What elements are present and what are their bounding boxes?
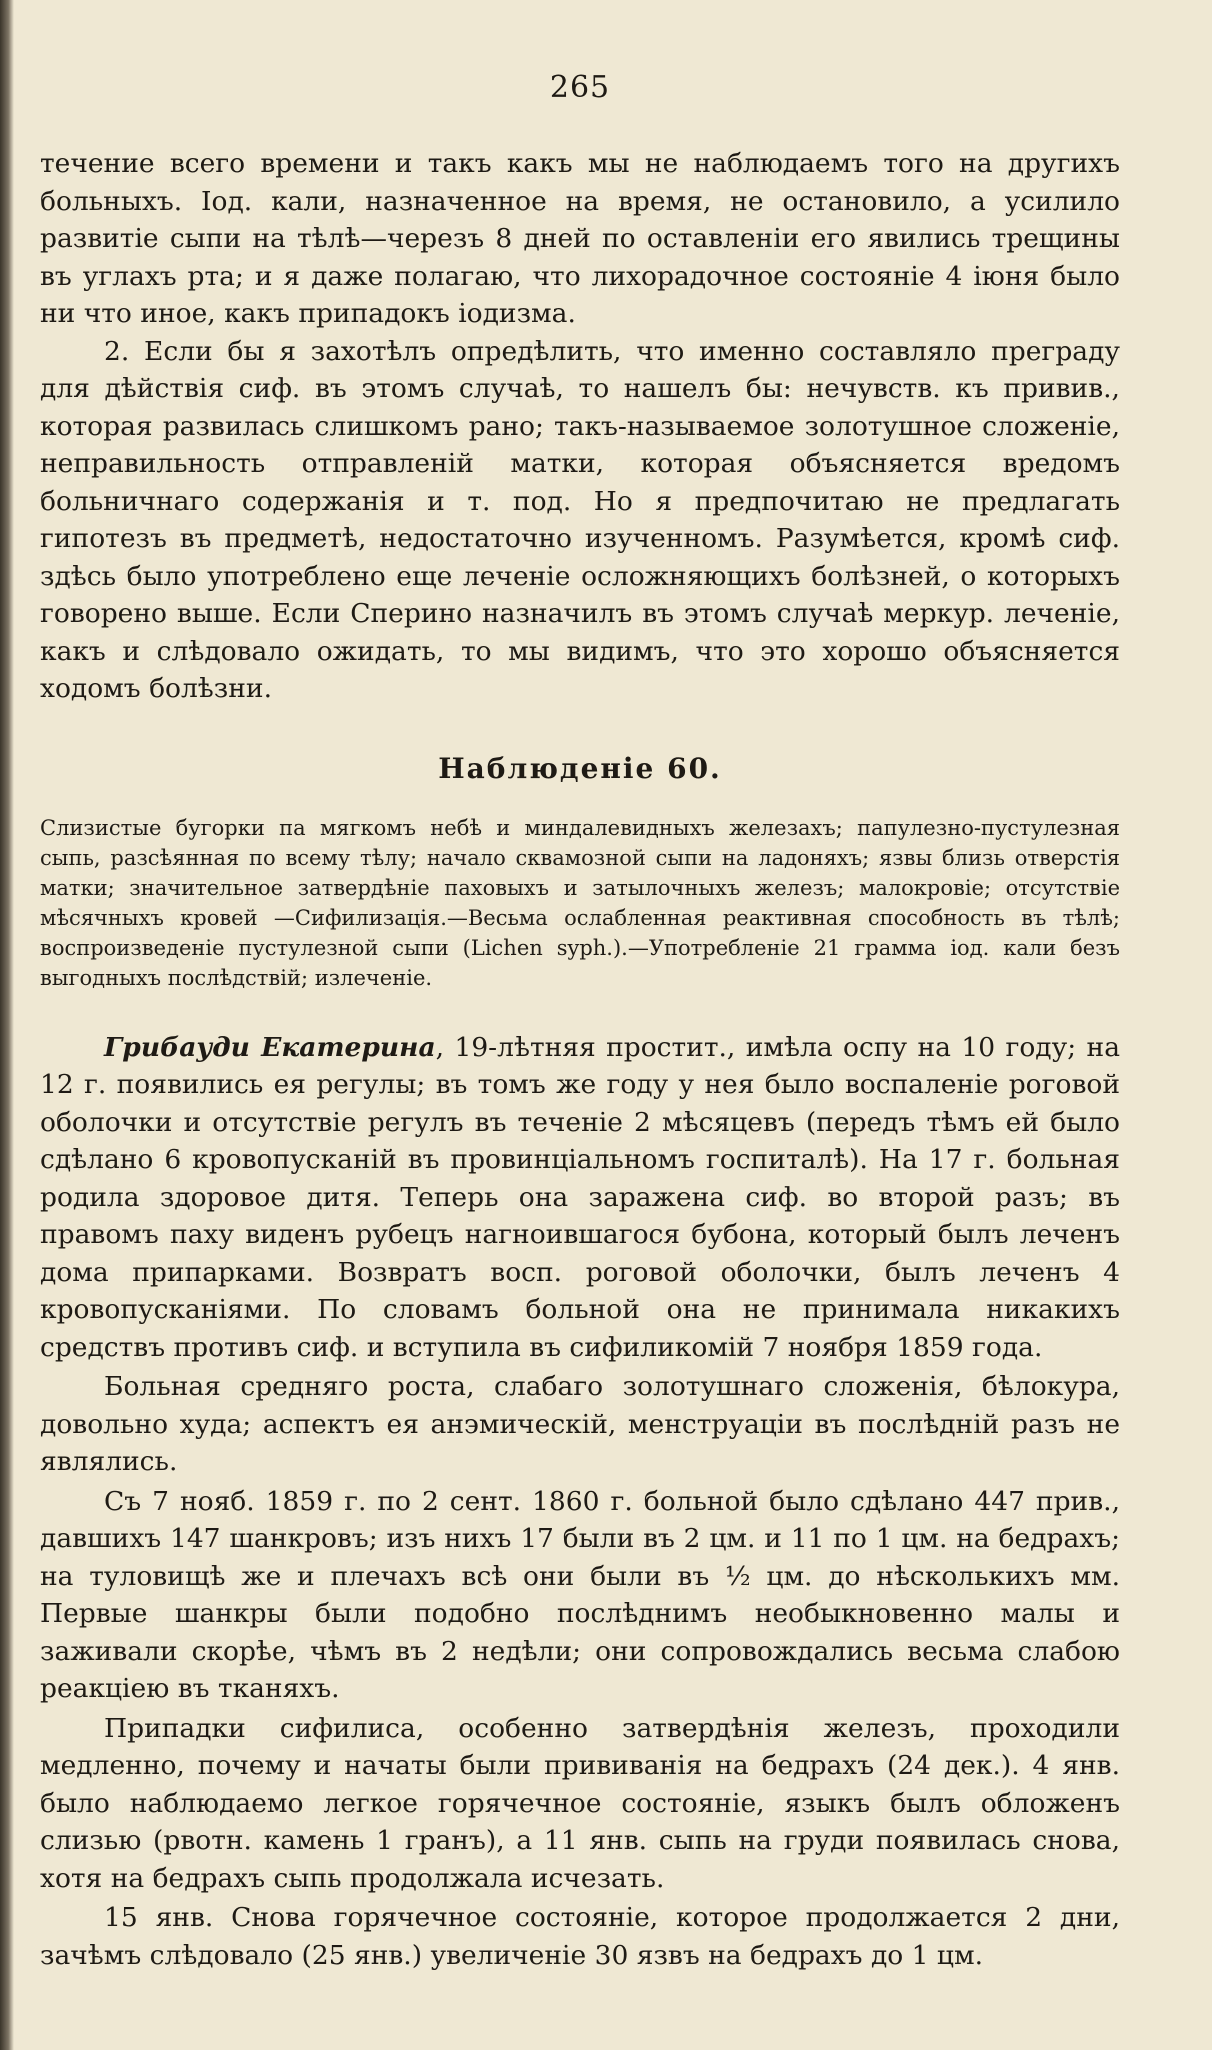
book-page xyxy=(40,70,1120,1974)
paragraph: 2. Если бы я захотѣлъ опредѣлить, что именно составляло преграду для дѣйствія сиф. въ этомъ случаѣ, то нашелъ бы: нечувств. къ привив., которая развилась слишкомъ рано; такъ-называемое золотушное сложеніе, неправильность отправленій матки, которая объясняется вредомъ больничнаго содержанія и т. под. Но я предпочитаю не предлагать гипотезъ въ предметѣ, недостаточно изученномъ. Разумѣется, кромѣ сиф. здѣсь было употреблено еще леченіе осложняющихъ болѣзней, о которыхъ говорено выше. Если Сперино назначилъ въ этомъ случаѣ меркур. леченіе, какъ и слѣдовало ожидать, то мы видимъ, что это хорошо объясняется ходомъ болѣзни. xyxy=(40,335,1120,704)
page-number: 265 xyxy=(549,70,611,105)
observation-heading: Наблюденіе 60. xyxy=(438,751,722,785)
paragraph: Больная средняго роста, слабаго золотушнаго сложенія, бѣлокура, довольно худа; аспектъ ея анэмическій, менструаціи въ послѣдній разъ не являлись. xyxy=(40,1371,1120,1477)
paragraph: течение всего времени и такъ какъ мы не наблюдаемъ того на другихъ больныхъ. Іод. кали, назначенное на время, не остановило, а усилило развитіе сыпи на тѣлѣ—черезъ 8 дней по оставленіи его явились трещины въ углахъ рта; и я даже полагаю, что лихорадочное состояніе 4 іюня было ни что иное, какъ припадокъ іодизма. xyxy=(40,148,1120,329)
paragraph: 15 янв. Снова горячечное состояніе, которое продолжается 2 дни, зачѣмъ слѣдовало (25 янв.) увеличеніе 30 язвъ на бедрахъ до 1 цм. xyxy=(40,1902,1120,1971)
patient-name: Грибауди Екатерина xyxy=(104,1031,436,1063)
observation-body xyxy=(40,1029,1120,1975)
paragraph-text: , 19-лѣтняя простит., имѣла оспу на 10 году; на 12 г. появились ея регулы; въ томъ же году у нея было воспаленіе роговой оболочки и отсутствіе регулъ въ теченіе 2 мѣсяцевъ (передъ тѣмъ ей было сдѣлано 6 кровопусканій въ провинціальномъ госпиталѣ). На 17 г. больная родила здоровое дитя. Теперь она заражена сиф. во второй разъ; въ правомъ паху виденъ рубецъ нагноившагося бубона, который былъ леченъ дома припарками. Возвратъ восп. роговой оболочки, былъ леченъ 4 кровопусканіями. По словамъ больной она не принимала никакихъ средствъ противъ сиф. и вступила въ сифиликомій 7 ноября 1859 года. xyxy=(40,1031,1120,1363)
paragraph: Съ 7 нояб. 1859 г. по 2 сент. 1860 г. больной было сдѣлано 447 прив., давшихъ 147 шанкровъ; изъ нихъ 17 были въ 2 цм. и 11 по 1 цм. на бедрахъ; на туловищѣ же и плечахъ всѣ они были въ ½ цм. до нѣсколькихъ мм. Первые шанкры были подобно послѣднимъ необыкновенно малы и заживали скорѣе, чѣмъ въ 2 недѣли; они сопровождались весьма слабою реакціею въ тканяхъ. xyxy=(40,1485,1120,1704)
book-binding-shadow xyxy=(0,0,14,2050)
observation-summary: Слизистые бугорки па мягкомъ небѣ и миндалевидныхъ железахъ; папулезно-пустулезная сыпь, разсѣянная по всему тѣлу; начало сквамозной сыпи на ладоняхъ; язвы близь отверстія матки; значительное затвердѣніе паховыхъ и затылочныхъ железъ; малокровіе; отсутствіе мѣсячныхъ кровей —Сифилизація.—Весьма ослабленная реактивная способность въ тѣлѣ; воспроизведеніе пустулезной сыпи (Lichen syph.).—Употребленіе 21 грамма іод. кали безъ выгодныхъ послѣдствій; излеченіе. xyxy=(40,815,1120,990)
paragraph: Припадки сифилиса, особенно затвердѣнія железъ, проходили медленно, почему и начаты были прививанія на бедрахъ (24 дек.). 4 янв. было наблюдаемо легкое горячечное состояніе, языкъ былъ обложенъ слизью (рвотн. камень 1 гранъ), а 11 янв. сыпь на груди появилась снова, хотя на бедрахъ сыпь продолжала исчезать. xyxy=(40,1712,1120,1894)
paragraph-patient xyxy=(40,1029,1120,1367)
